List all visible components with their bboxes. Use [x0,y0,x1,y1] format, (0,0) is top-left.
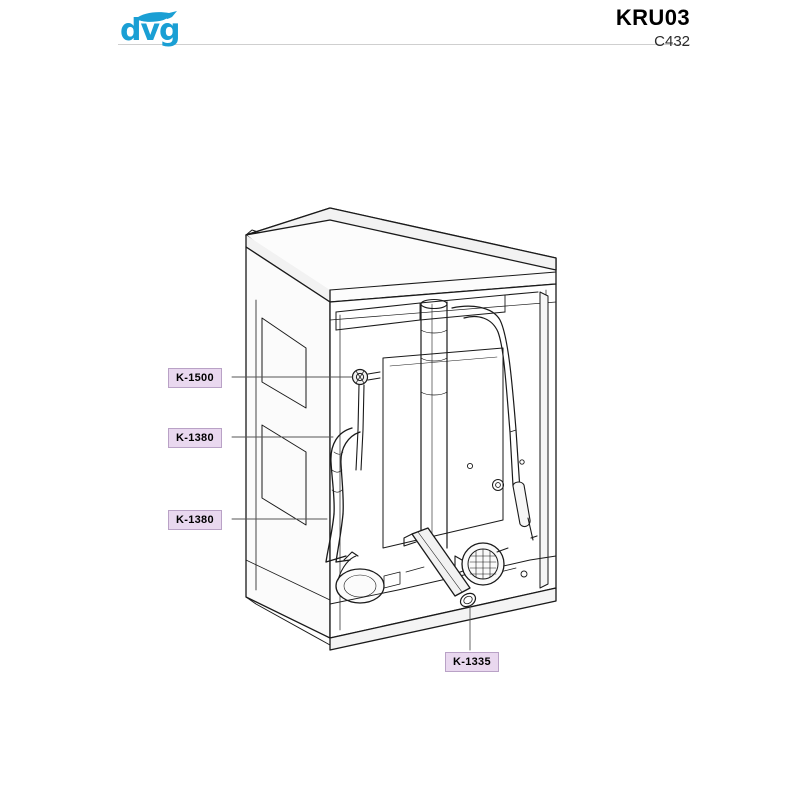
callout-k-1500[interactable]: K-1500 [168,368,222,388]
callout-k-1380-lower[interactable]: K-1380 [168,510,222,530]
callout-k-1335[interactable]: K-1335 [445,652,499,672]
cabinet-left-panel [246,247,330,638]
callout-k-1380-upper[interactable]: K-1380 [168,428,222,448]
page-subtitle: C432 [654,33,690,50]
logo-wordmark: dvg [120,13,180,48]
page-title: KRU03 [615,5,690,30]
